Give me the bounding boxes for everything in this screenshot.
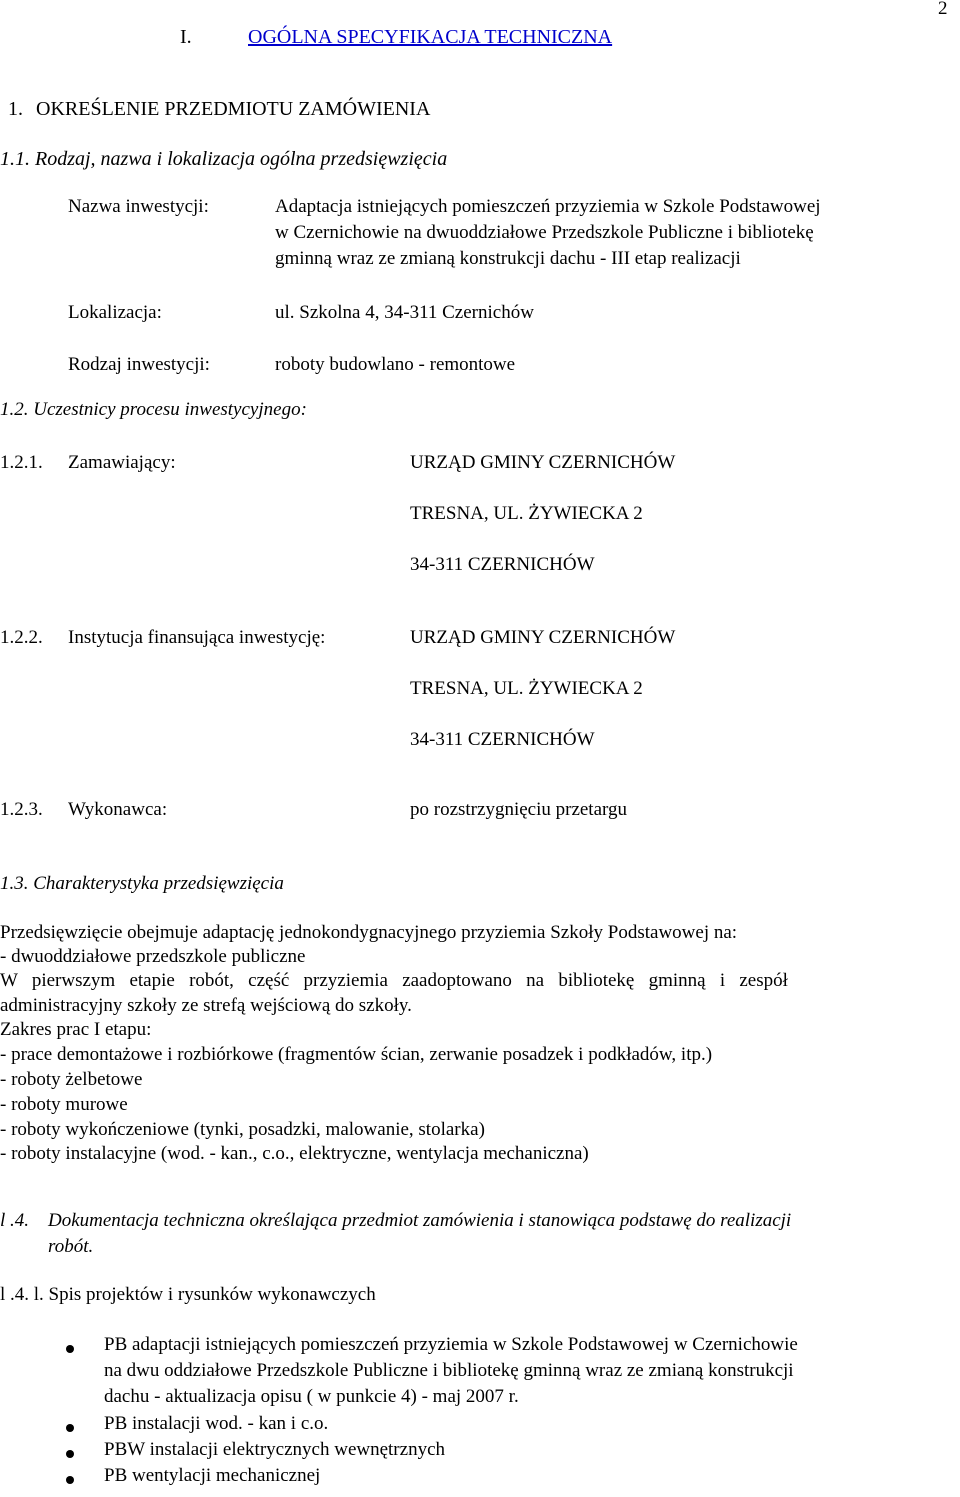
financing-institution-line: TRESNA, UL. ŻYWIECKA 2 bbox=[410, 678, 643, 699]
bullet-icon bbox=[66, 1424, 74, 1432]
paragraph-line: Zakres prac I etapu: bbox=[0, 1019, 152, 1040]
bullet-text: PB instalacji wod. - kan i c.o. bbox=[104, 1413, 329, 1434]
item-number: 1.2.3. bbox=[0, 799, 43, 820]
investment-name-line: w Czernichowie na dwuoddziałowe Przedszkole Publiczne i bibliotekę bbox=[275, 222, 814, 243]
financing-institution-line: URZĄD GMINY CZERNICHÓW bbox=[410, 627, 676, 648]
bullet-icon bbox=[66, 1345, 74, 1353]
contractor-value: po rozstrzygnięciu przetargu bbox=[410, 799, 628, 820]
list-line: - prace demontażowe i rozbiórkowe (fragmentów ścian, zerwanie posadzek i podkładów, itp.) bbox=[0, 1044, 713, 1065]
bullet-text: PBW instalacji elektrycznych wewnętrznych bbox=[104, 1439, 445, 1460]
document-title: OGÓLNA SPECYFIKACJA TECHNICZNA bbox=[248, 26, 613, 48]
page-number: 2 bbox=[938, 0, 948, 19]
list-line: - roboty wykończeniowe (tynki, posadzki, malowanie, stolarka) bbox=[0, 1119, 485, 1140]
subsection-1-4-title: robót. bbox=[48, 1236, 94, 1257]
bullet-text: dachu - aktualizacja opisu ( w punkcie 4) - maj 2007 r. bbox=[104, 1386, 519, 1407]
label-investment-type: Rodzaj inwestycji: bbox=[68, 354, 210, 375]
label-contracting-authority: Zamawiający: bbox=[68, 452, 176, 473]
subsection-1-4-1-title: l .4. l. Spis projektów i rysunków wykonawczych bbox=[0, 1284, 376, 1305]
bullet-icon bbox=[66, 1450, 74, 1458]
contracting-authority-line: 34-311 CZERNICHÓW bbox=[410, 554, 595, 575]
paragraph-line: administracyjny szkoły ze strefą wejściową do szkoły. bbox=[0, 995, 412, 1016]
list-line: - roboty murowe bbox=[0, 1094, 128, 1115]
list-line: - roboty instalacyjne (wod. - kan., c.o., elektryczne, wentylacja mechaniczna) bbox=[0, 1143, 589, 1164]
label-location: Lokalizacja: bbox=[68, 302, 162, 323]
label-contractor: Wykonawca: bbox=[68, 799, 168, 820]
investment-name-line: gminną wraz ze zmianą konstrukcji dachu - III etap realizacji bbox=[275, 248, 741, 269]
section-number: 1. bbox=[8, 98, 23, 120]
heading-roman: I. bbox=[180, 26, 192, 48]
subsection-1-1-title: 1.1. Rodzaj, nazwa i lokalizacja ogólna przedsięwzięcia bbox=[0, 148, 448, 170]
bullet-text: na dwu oddziałowe Przedszkole Publiczne i bibliotekę gminną wraz ze zmianą konstrukcji bbox=[104, 1360, 794, 1381]
list-line: - roboty żelbetowe bbox=[0, 1069, 143, 1090]
investment-name-line: Adaptacja istniejących pomieszczeń przyziemia w Szkole Podstawowej bbox=[275, 196, 821, 217]
financing-institution-line: 34-311 CZERNICHÓW bbox=[410, 729, 595, 750]
label-financing-institution: Instytucja finansująca inwestycję: bbox=[68, 627, 326, 648]
paragraph-line: - dwuoddziałowe przedszkole publiczne bbox=[0, 946, 306, 967]
paragraph-line: Przedsięwzięcie obejmuje adaptację jednokondygnacyjnego przyziemia Szkoły Podstawowej na: bbox=[0, 922, 738, 943]
item-number: 1.2.2. bbox=[0, 627, 43, 648]
paragraph-line-justified bbox=[0, 969, 788, 994]
bullet-icon bbox=[66, 1476, 74, 1484]
contracting-authority-line: URZĄD GMINY CZERNICHÓW bbox=[410, 452, 676, 473]
section-title: OKREŚLENIE PRZEDMIOTU ZAMÓWIENIA bbox=[36, 98, 431, 120]
subsection-1-4-number: l .4. bbox=[0, 1210, 30, 1231]
paragraph-text: W pierwszym etapie robót, część przyziemia zaadoptowano na bibliotekę gminną i zespół bbox=[0, 970, 788, 991]
item-number: 1.2.1. bbox=[0, 452, 43, 473]
bullet-text: PB wentylacji mechanicznej bbox=[104, 1465, 321, 1486]
location-value: ul. Szkolna 4, 34-311 Czernichów bbox=[275, 302, 534, 323]
contracting-authority-line: TRESNA, UL. ŻYWIECKA 2 bbox=[410, 503, 643, 524]
investment-type-value: roboty budowlano - remontowe bbox=[275, 354, 516, 375]
label-investment-name: Nazwa inwestycji: bbox=[68, 196, 209, 217]
bullet-text: PB adaptacji istniejących pomieszczeń przyziemia w Szkole Podstawowej w Czernichowie bbox=[104, 1334, 798, 1355]
subsection-1-4-title: Dokumentacja techniczna określająca przedmiot zamówienia i stanowiąca podstawę do realizacji bbox=[48, 1210, 792, 1231]
subsection-1-3-title: 1.3. Charakterystyka przedsięwzięcia bbox=[0, 873, 284, 894]
subsection-1-2-title: 1.2. Uczestnicy procesu inwestycyjnego: bbox=[0, 399, 307, 420]
